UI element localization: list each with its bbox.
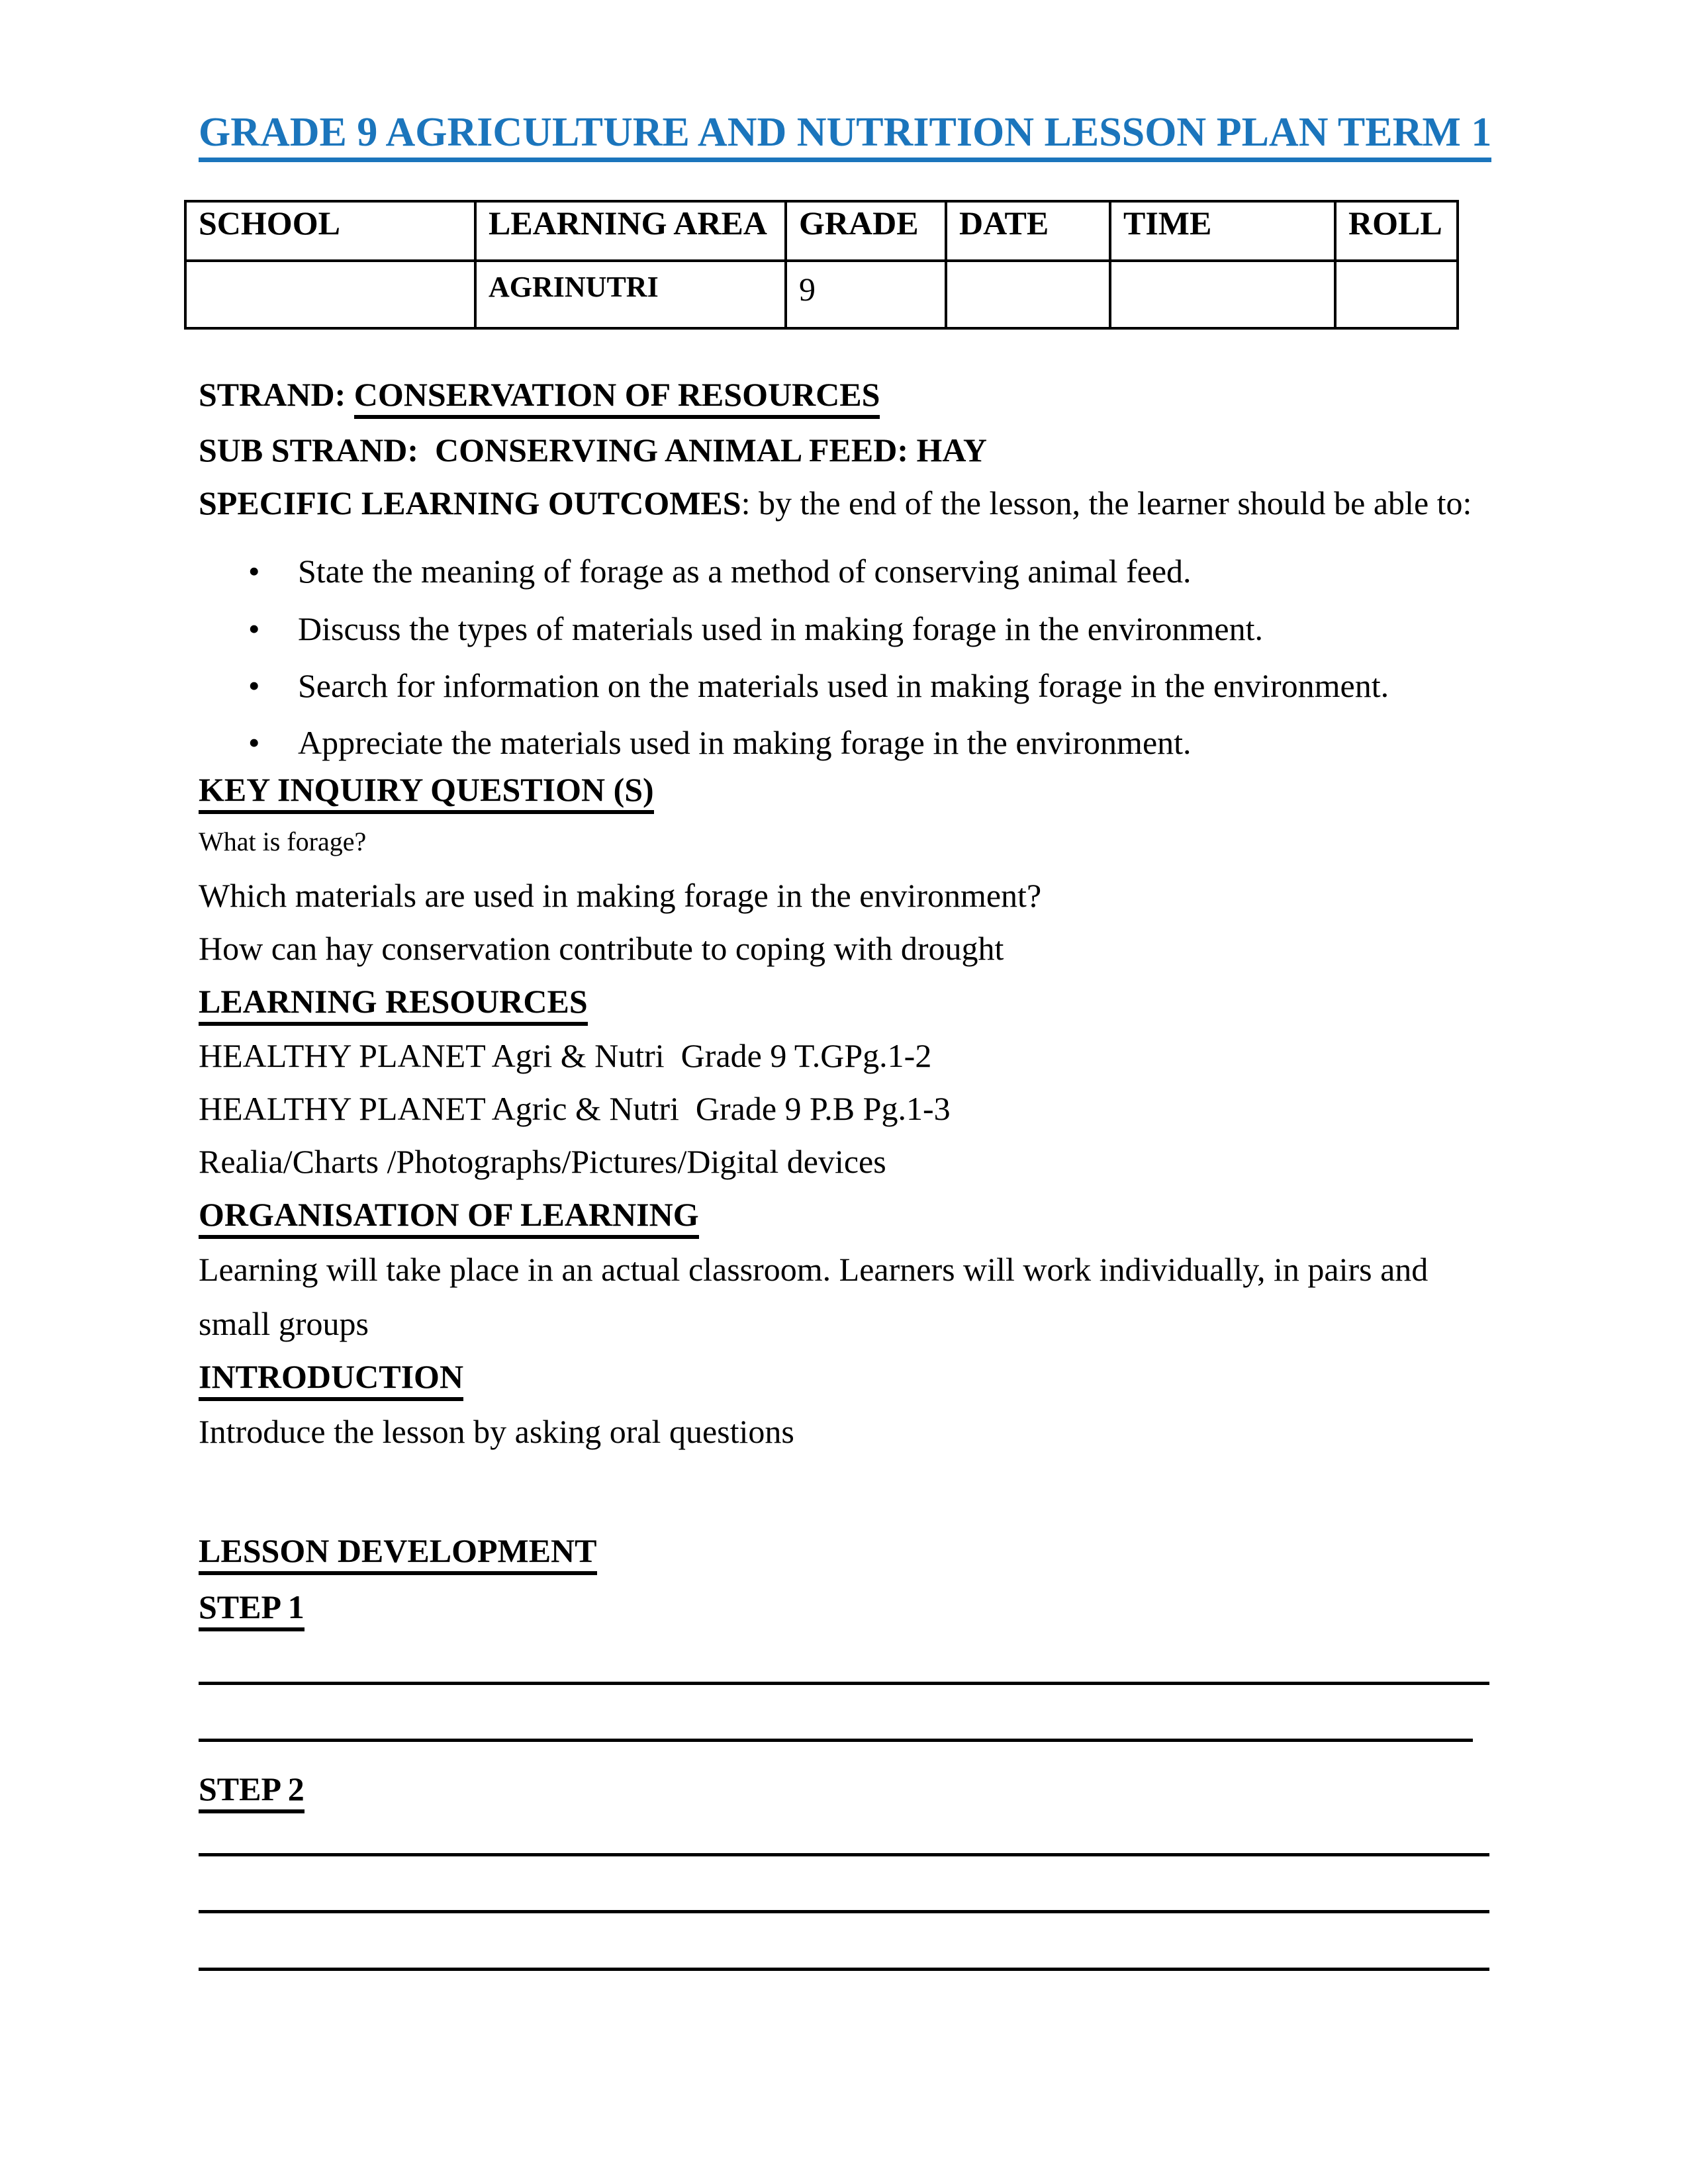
cell-grade: 9 bbox=[786, 261, 946, 328]
step1-heading: STEP 1 bbox=[199, 1587, 305, 1627]
header-date: DATE bbox=[946, 201, 1110, 261]
bullet-icon: • bbox=[248, 553, 260, 590]
fill-in-line bbox=[199, 1682, 1489, 1685]
key-inquiry-heading: KEY INQUIRY QUESTION (S) bbox=[199, 770, 654, 809]
key-inquiry-question: How can hay conservation contribute to coping with drought bbox=[199, 930, 1004, 967]
header-roll: ROLL bbox=[1335, 201, 1458, 261]
fill-in-line bbox=[199, 1739, 1473, 1742]
strand-separator: : bbox=[334, 376, 354, 413]
outcomes-intro-line bbox=[199, 483, 1472, 523]
bullet-icon: • bbox=[248, 610, 260, 647]
outcome-item bbox=[199, 609, 1263, 649]
cell-school bbox=[185, 261, 475, 328]
organisation-heading: ORGANISATION OF LEARNING bbox=[199, 1195, 699, 1234]
info-table bbox=[184, 200, 1459, 330]
outcomes-label: SPECIFIC LEARNING OUTCOMES bbox=[199, 484, 741, 522]
lesson-development-heading: LESSON DEVELOPMENT bbox=[199, 1531, 597, 1570]
organisation-text-line: small groups bbox=[199, 1305, 369, 1342]
outcome-item bbox=[199, 723, 1192, 762]
outcome-text: Appreciate the materials used in making forage in the environment. bbox=[298, 724, 1192, 761]
cell-date bbox=[946, 261, 1110, 328]
cell-roll bbox=[1335, 261, 1458, 328]
learning-resources-heading: LEARNING RESOURCES bbox=[199, 981, 588, 1021]
outcome-text: Search for information on the materials used in making forage in the environment. bbox=[298, 667, 1389, 704]
key-inquiry-question: What is forage? bbox=[199, 827, 367, 856]
sub-strand-value: CONSERVING ANIMAL FEED: HAY bbox=[435, 432, 988, 469]
key-inquiry-question: Which materials are used in making forage in the environment? bbox=[199, 877, 1042, 914]
step2-heading: STEP 2 bbox=[199, 1769, 305, 1809]
learning-resource-item: HEALTHY PLANET Agric & Nutri Grade 9 P.B Pg.1-3 bbox=[199, 1090, 951, 1127]
header-time: TIME bbox=[1110, 201, 1335, 261]
organisation-text-line: Learning will take place in an actual classroom. Learners will work individually, in pairs and bbox=[199, 1251, 1429, 1288]
sub-strand-separator: : bbox=[407, 432, 436, 469]
bullet-icon: • bbox=[248, 667, 260, 704]
fill-in-line bbox=[199, 1853, 1489, 1856]
info-table-value-row bbox=[185, 261, 1458, 328]
outcome-item bbox=[199, 551, 1192, 591]
bullet-icon: • bbox=[248, 724, 260, 761]
learning-resource-item: Realia/Charts /Photographs/Pictures/Digital devices bbox=[199, 1143, 886, 1180]
page-title bbox=[199, 108, 1491, 157]
header-learning-area: LEARNING AREA bbox=[475, 201, 786, 261]
fill-in-line bbox=[199, 1968, 1489, 1971]
fill-in-line bbox=[199, 1910, 1489, 1913]
page-title-text: GRADE 9 AGRICULTURE AND NUTRITION LESSON PLAN TERM 1 bbox=[199, 110, 1491, 162]
cell-time bbox=[1110, 261, 1335, 328]
sub-strand-label: SUB STRAND bbox=[199, 432, 408, 469]
outcome-text: Discuss the types of materials used in making forage in the environment. bbox=[298, 610, 1263, 647]
outcome-text: State the meaning of forage as a method of conserving animal feed. bbox=[298, 553, 1192, 590]
sub-strand-line bbox=[199, 430, 987, 470]
strand-label: STRAND bbox=[199, 376, 335, 413]
learning-resource-item: HEALTHY PLANET Agri & Nutri Grade 9 T.GPg.1-2 bbox=[199, 1037, 932, 1074]
outcome-item bbox=[199, 666, 1389, 705]
strand-line bbox=[199, 375, 880, 414]
strand-value: CONSERVATION OF RESOURCES bbox=[354, 376, 880, 419]
cell-learning-area: AGRINUTRI bbox=[475, 261, 786, 328]
introduction-text: Introduce the lesson by asking oral questions bbox=[199, 1413, 794, 1450]
header-grade: GRADE bbox=[786, 201, 946, 261]
info-table-header-row bbox=[185, 201, 1458, 261]
introduction-heading: INTRODUCTION bbox=[199, 1357, 463, 1396]
header-school: SCHOOL bbox=[185, 201, 475, 261]
outcomes-intro: : by the end of the lesson, the learner should be able to: bbox=[741, 484, 1472, 522]
